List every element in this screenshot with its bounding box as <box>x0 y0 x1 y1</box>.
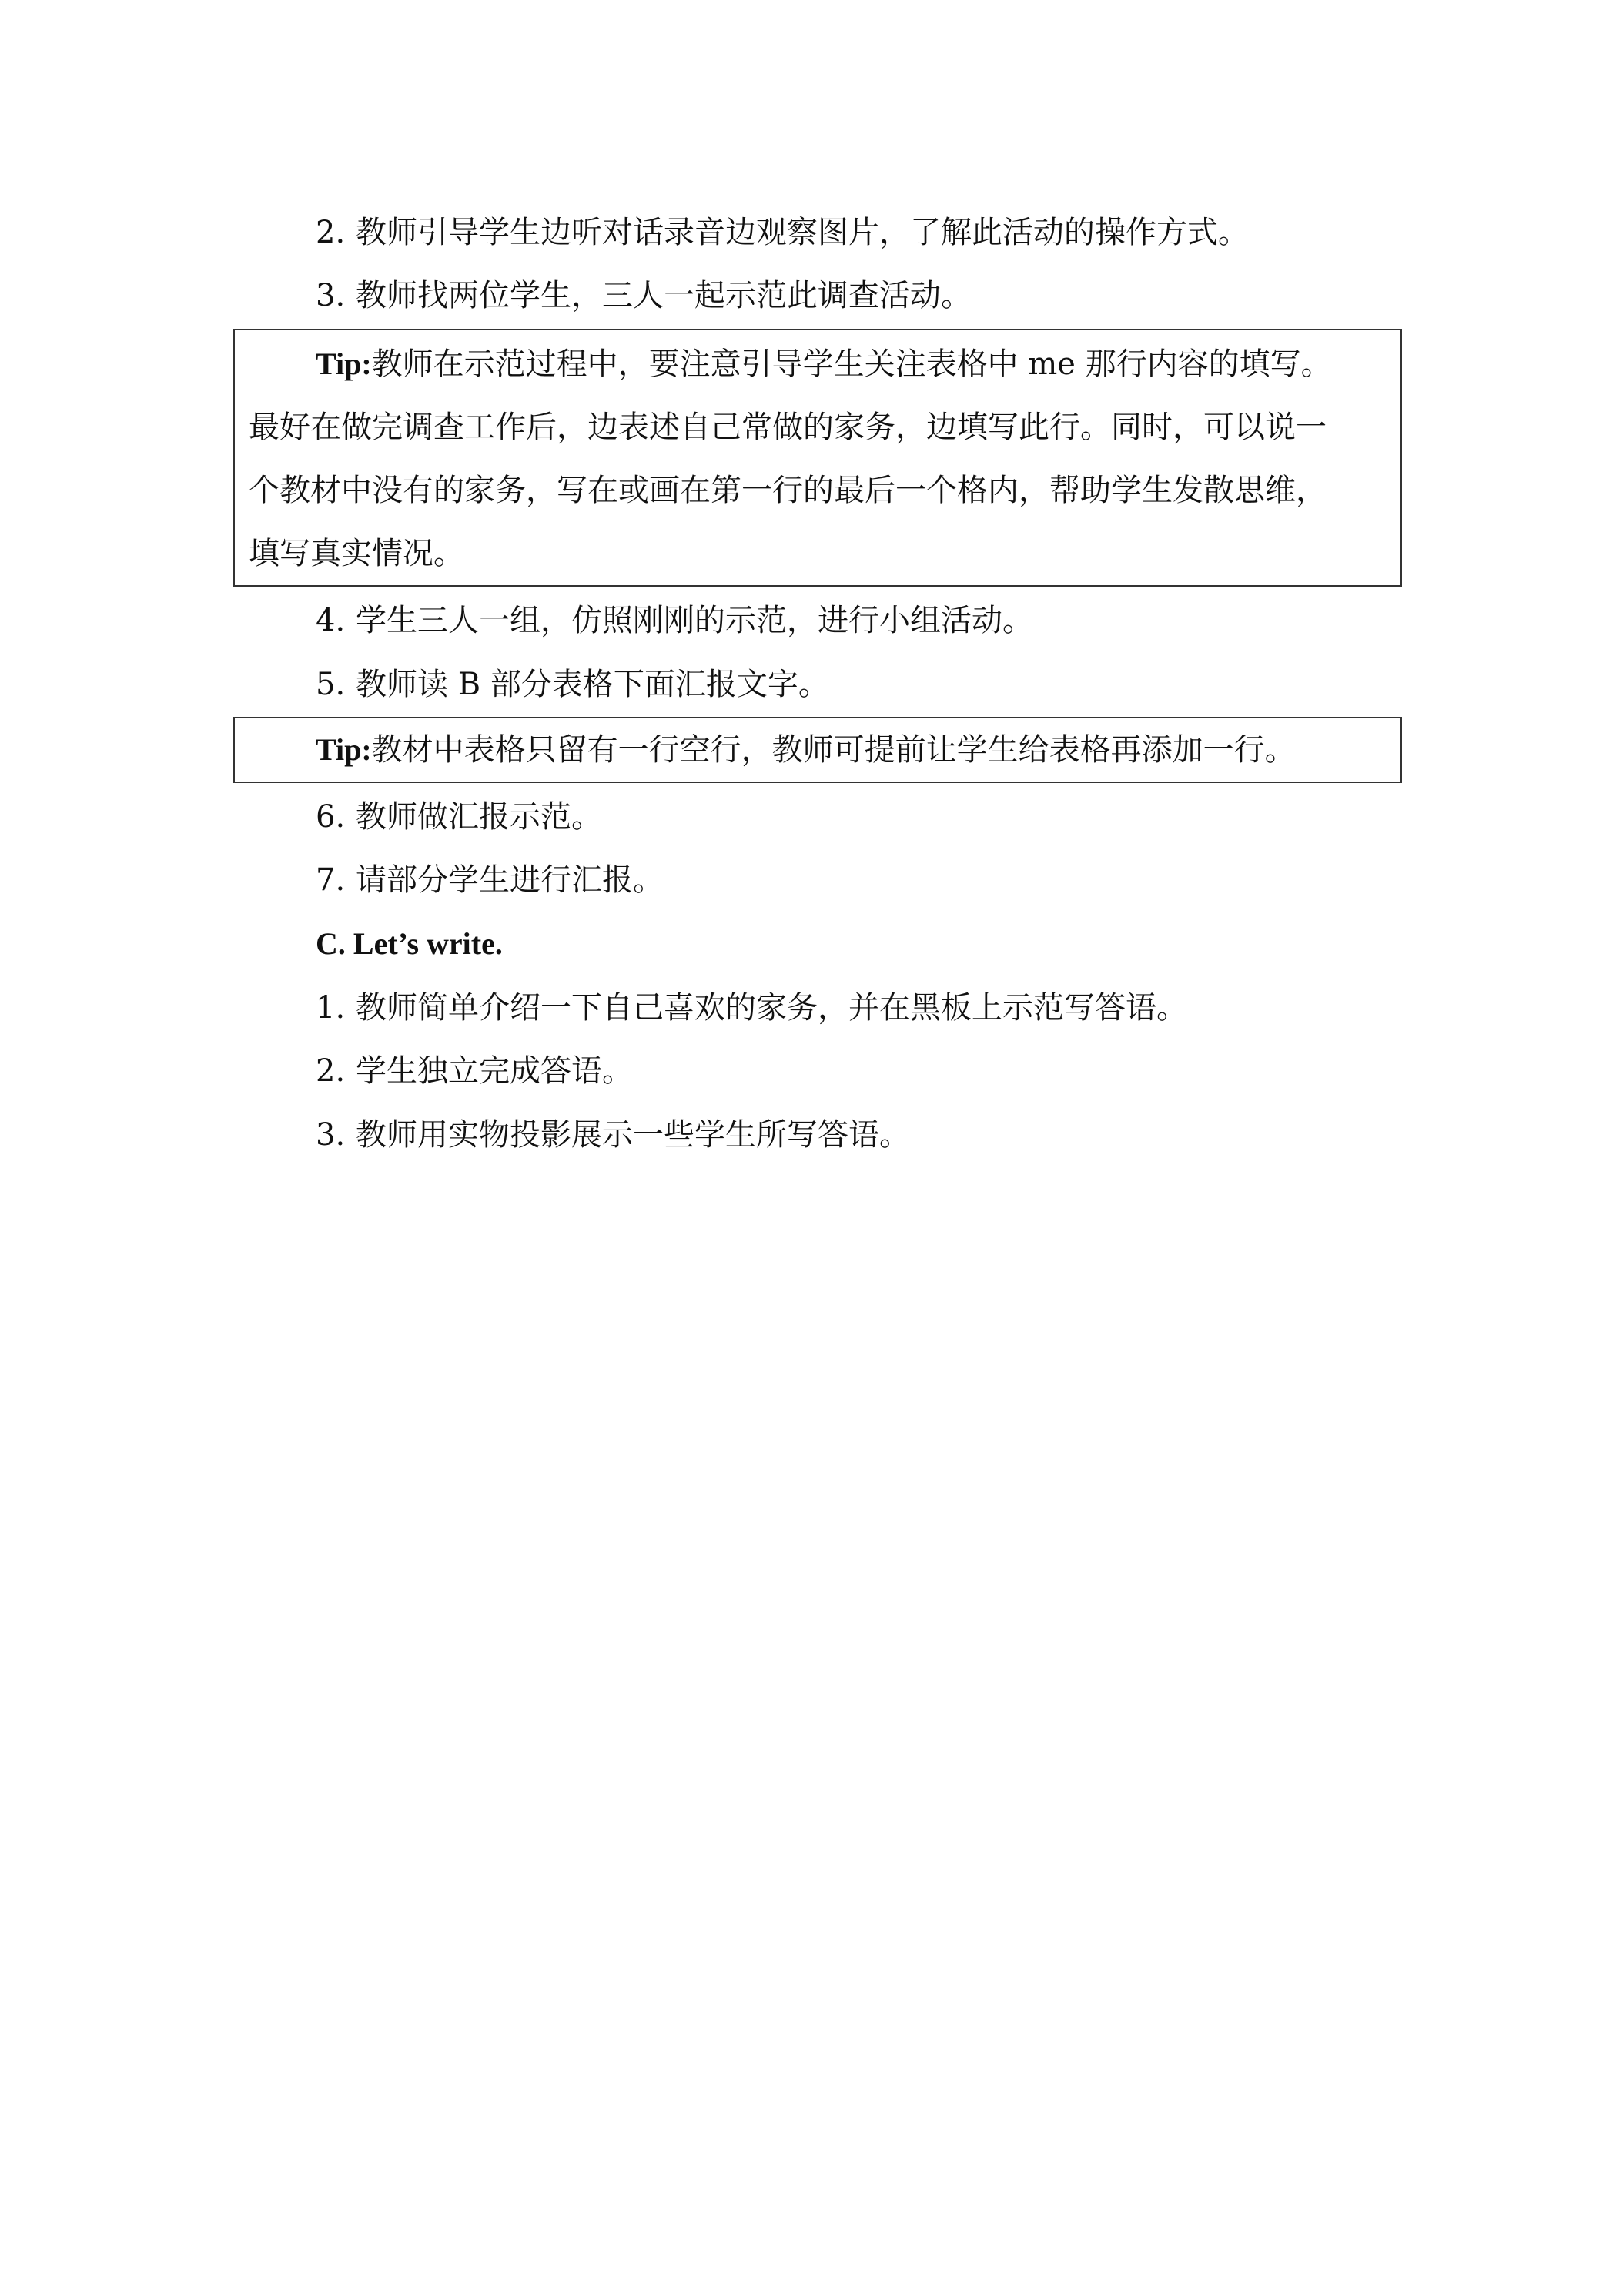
step-number: 2. <box>316 1053 346 1089</box>
step-text: 请部分学生进行汇报。 <box>356 862 664 898</box>
step-number: 1. <box>316 990 346 1026</box>
step-number: 3. <box>316 1117 346 1153</box>
step-text: 学生独立完成答语。 <box>356 1053 633 1089</box>
step-number: 4. <box>316 603 346 638</box>
step-item <box>316 862 664 899</box>
step-item <box>316 277 972 314</box>
step-number: 3. <box>316 278 346 313</box>
step-number: 5. <box>316 667 346 702</box>
step-item <box>316 1116 910 1153</box>
step-item <box>316 602 1033 639</box>
tip-line: 个教材中没有的家务，写在或画在第一行的最后一个格内，帮助学生发散思维， <box>249 473 1327 508</box>
step-number: 2. <box>316 215 346 250</box>
step-text: 教师找两位学生，三人一起示范此调查活动。 <box>356 278 972 313</box>
tip-label: Tip: <box>316 346 372 381</box>
tip-line <box>316 346 1332 383</box>
step-item <box>316 214 1249 251</box>
step-item <box>316 1053 633 1089</box>
tip-text: 教师在示范过程中，要注意引导学生关注表格中 me 那行内容的填写。 <box>371 346 1332 382</box>
step-text: 教师简单介绍一下自己喜欢的家务，并在黑板上示范写答语。 <box>356 990 1187 1026</box>
step-item <box>316 666 829 703</box>
step-text: 学生三人一组，仿照刚刚的示范，进行小组活动。 <box>356 603 1033 638</box>
tip-box <box>233 329 1402 587</box>
step-item <box>316 798 602 835</box>
tip-box <box>233 717 1402 783</box>
step-text: 教师用实物投影展示一些学生所写答语。 <box>356 1117 910 1153</box>
section-heading: C. Let’s write. <box>316 926 503 961</box>
tip-line: 填写真实情况。 <box>249 536 464 571</box>
tip-line <box>316 731 1296 768</box>
step-number: 6. <box>316 799 346 835</box>
step-text: 教师引导学生边听对话录音边观察图片，了解此活动的操作方式。 <box>356 215 1249 250</box>
tip-text: 教材中表格只留有一行空行，教师可提前让学生给表格再添加一行。 <box>371 732 1296 768</box>
tip-label: Tip: <box>316 732 372 767</box>
tip-line: 最好在做完调查工作后，边表述自己常做的家务，边填写此行。同时，可以说一 <box>249 410 1327 445</box>
step-text: 教师读 B 部分表格下面汇报文字。 <box>356 667 829 702</box>
step-number: 7. <box>316 862 346 898</box>
step-item <box>316 989 1187 1026</box>
step-text: 教师做汇报示范。 <box>356 799 602 835</box>
